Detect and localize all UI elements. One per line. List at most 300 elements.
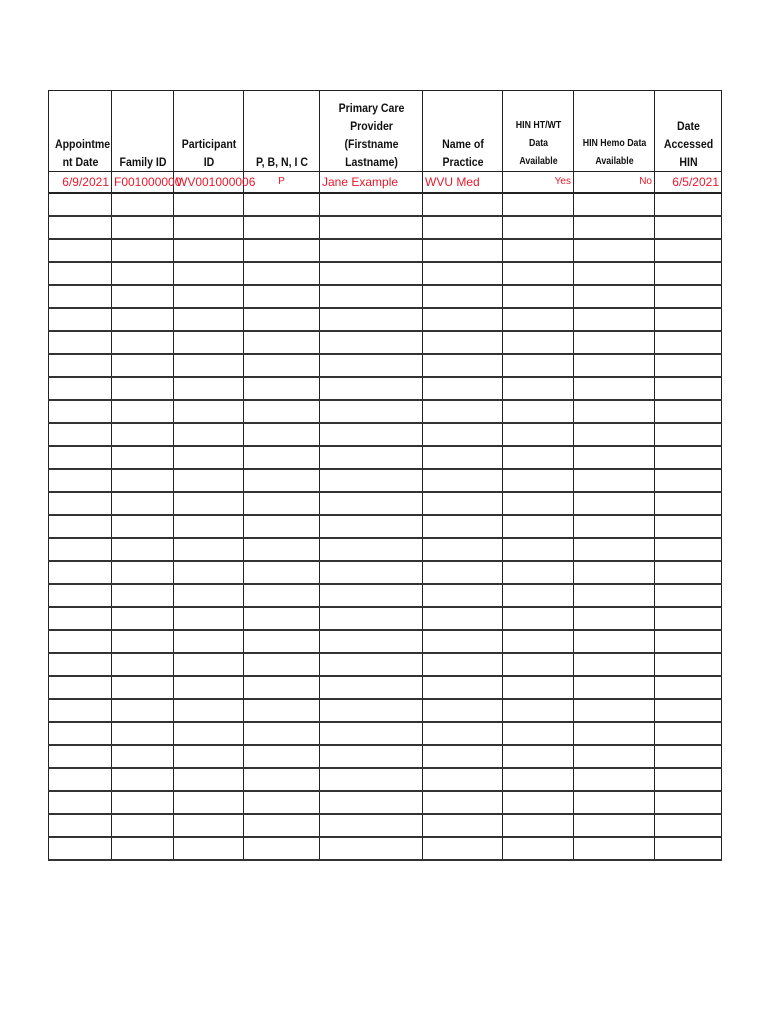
empty-cell[interactable] xyxy=(423,262,503,285)
empty-cell[interactable] xyxy=(655,538,722,561)
empty-cell[interactable] xyxy=(49,630,112,653)
empty-cell[interactable] xyxy=(423,538,503,561)
empty-cell[interactable] xyxy=(174,699,244,722)
empty-cell[interactable] xyxy=(320,653,423,676)
empty-cell[interactable] xyxy=(423,745,503,768)
empty-cell[interactable] xyxy=(574,837,655,860)
empty-cell[interactable] xyxy=(112,791,174,814)
empty-cell[interactable] xyxy=(49,446,112,469)
empty-cell[interactable] xyxy=(320,607,423,630)
empty-cell[interactable] xyxy=(174,400,244,423)
empty-cell[interactable] xyxy=(655,584,722,607)
empty-cell[interactable] xyxy=(655,515,722,538)
empty-cell[interactable] xyxy=(112,354,174,377)
empty-cell[interactable] xyxy=(112,308,174,331)
empty-cell[interactable] xyxy=(174,193,244,216)
empty-cell[interactable] xyxy=(112,193,174,216)
empty-cell[interactable] xyxy=(574,653,655,676)
blank-row xyxy=(49,492,722,515)
cell-family-id[interactable]: F001000000 xyxy=(112,172,174,194)
empty-cell[interactable] xyxy=(49,354,112,377)
empty-cell[interactable] xyxy=(112,814,174,837)
empty-cell[interactable] xyxy=(320,331,423,354)
empty-cell[interactable] xyxy=(574,492,655,515)
empty-cell[interactable] xyxy=(174,262,244,285)
empty-cell[interactable] xyxy=(112,331,174,354)
empty-cell[interactable] xyxy=(655,791,722,814)
empty-cell[interactable] xyxy=(655,492,722,515)
empty-cell[interactable] xyxy=(503,469,574,492)
empty-cell[interactable] xyxy=(574,722,655,745)
empty-cell[interactable] xyxy=(503,814,574,837)
empty-cell[interactable] xyxy=(655,699,722,722)
empty-cell[interactable] xyxy=(49,469,112,492)
empty-cell[interactable] xyxy=(244,354,320,377)
empty-cell[interactable] xyxy=(320,768,423,791)
empty-cell[interactable] xyxy=(174,354,244,377)
empty-cell[interactable] xyxy=(244,722,320,745)
empty-cell[interactable] xyxy=(174,745,244,768)
empty-cell[interactable] xyxy=(574,699,655,722)
blank-row xyxy=(49,377,722,400)
empty-cell[interactable] xyxy=(49,216,112,239)
empty-cell[interactable] xyxy=(574,745,655,768)
empty-cell[interactable] xyxy=(503,791,574,814)
empty-cell[interactable] xyxy=(320,285,423,308)
empty-cell[interactable] xyxy=(174,423,244,446)
empty-cell[interactable] xyxy=(423,515,503,538)
empty-cell[interactable] xyxy=(503,423,574,446)
empty-cell[interactable] xyxy=(244,791,320,814)
empty-cell[interactable] xyxy=(320,837,423,860)
empty-cell[interactable] xyxy=(112,745,174,768)
empty-cell[interactable] xyxy=(655,676,722,699)
empty-cell[interactable] xyxy=(320,515,423,538)
empty-cell[interactable] xyxy=(244,469,320,492)
empty-cell[interactable] xyxy=(49,262,112,285)
empty-cell[interactable] xyxy=(174,285,244,308)
empty-cell[interactable] xyxy=(503,768,574,791)
empty-cell[interactable] xyxy=(655,745,722,768)
empty-cell[interactable] xyxy=(655,653,722,676)
empty-cell[interactable] xyxy=(174,837,244,860)
empty-cell[interactable] xyxy=(244,768,320,791)
empty-cell[interactable] xyxy=(423,768,503,791)
empty-cell[interactable] xyxy=(49,676,112,699)
empty-cell[interactable] xyxy=(503,538,574,561)
header-name-of-practice: Name of Practice xyxy=(427,91,497,172)
empty-cell[interactable] xyxy=(574,285,655,308)
empty-cell[interactable] xyxy=(112,630,174,653)
empty-cell[interactable] xyxy=(655,423,722,446)
empty-cell[interactable] xyxy=(49,699,112,722)
empty-cell[interactable] xyxy=(503,262,574,285)
empty-cell[interactable] xyxy=(503,584,574,607)
empty-cell[interactable] xyxy=(244,331,320,354)
empty-cell[interactable] xyxy=(112,561,174,584)
empty-cell[interactable] xyxy=(112,722,174,745)
empty-cell[interactable] xyxy=(174,446,244,469)
empty-cell[interactable] xyxy=(574,331,655,354)
empty-cell[interactable] xyxy=(244,423,320,446)
cell-hemo[interactable]: No xyxy=(574,172,655,194)
empty-cell[interactable] xyxy=(655,561,722,584)
empty-cell[interactable] xyxy=(244,814,320,837)
empty-cell[interactable] xyxy=(423,216,503,239)
empty-cell[interactable] xyxy=(112,285,174,308)
empty-cell[interactable] xyxy=(112,400,174,423)
empty-cell[interactable] xyxy=(655,285,722,308)
header-primary-care-provider: Primary Care Provider (Firstname Lastname) xyxy=(326,91,417,172)
empty-cell[interactable] xyxy=(423,676,503,699)
empty-cell[interactable] xyxy=(320,193,423,216)
empty-cell[interactable] xyxy=(49,377,112,400)
empty-cell[interactable] xyxy=(423,837,503,860)
empty-cell[interactable] xyxy=(320,561,423,584)
empty-cell[interactable] xyxy=(503,354,574,377)
empty-cell[interactable] xyxy=(112,538,174,561)
empty-cell[interactable] xyxy=(174,630,244,653)
empty-cell[interactable] xyxy=(655,331,722,354)
empty-cell[interactable] xyxy=(244,699,320,722)
empty-cell[interactable] xyxy=(655,607,722,630)
empty-cell[interactable] xyxy=(574,630,655,653)
empty-cell[interactable] xyxy=(655,193,722,216)
empty-cell[interactable] xyxy=(244,262,320,285)
empty-cell[interactable] xyxy=(112,515,174,538)
empty-cell[interactable] xyxy=(244,400,320,423)
empty-cell[interactable] xyxy=(503,722,574,745)
empty-cell[interactable] xyxy=(112,469,174,492)
empty-cell[interactable] xyxy=(574,584,655,607)
blank-row xyxy=(49,722,722,745)
empty-cell[interactable] xyxy=(174,216,244,239)
empty-cell[interactable] xyxy=(244,584,320,607)
empty-cell[interactable] xyxy=(503,607,574,630)
cell-pbnic[interactable]: P xyxy=(244,172,320,194)
empty-cell[interactable] xyxy=(503,193,574,216)
header-row xyxy=(49,91,722,172)
empty-cell[interactable] xyxy=(574,768,655,791)
empty-cell[interactable] xyxy=(112,446,174,469)
empty-cell[interactable] xyxy=(503,492,574,515)
empty-cell[interactable] xyxy=(49,561,112,584)
empty-cell[interactable] xyxy=(655,216,722,239)
cell-participant-id[interactable]: WV001000006 xyxy=(174,172,244,194)
blank-row xyxy=(49,561,722,584)
empty-cell[interactable] xyxy=(174,377,244,400)
empty-cell[interactable] xyxy=(320,239,423,262)
empty-cell[interactable] xyxy=(503,653,574,676)
empty-cell[interactable] xyxy=(49,791,112,814)
empty-cell[interactable] xyxy=(49,285,112,308)
blank-row xyxy=(49,584,722,607)
empty-cell[interactable] xyxy=(423,193,503,216)
empty-cell[interactable] xyxy=(503,216,574,239)
empty-cell[interactable] xyxy=(655,308,722,331)
empty-cell[interactable] xyxy=(423,423,503,446)
empty-cell[interactable] xyxy=(244,837,320,860)
empty-cell[interactable] xyxy=(49,768,112,791)
empty-cell[interactable] xyxy=(423,607,503,630)
empty-cell[interactable] xyxy=(320,400,423,423)
empty-cell[interactable] xyxy=(49,193,112,216)
blank-row xyxy=(49,653,722,676)
empty-cell[interactable] xyxy=(574,423,655,446)
empty-cell[interactable] xyxy=(423,722,503,745)
empty-cell[interactable] xyxy=(574,377,655,400)
blank-row xyxy=(49,699,722,722)
empty-cell[interactable] xyxy=(112,262,174,285)
empty-cell[interactable] xyxy=(112,216,174,239)
empty-cell[interactable] xyxy=(174,492,244,515)
empty-cell[interactable] xyxy=(574,791,655,814)
empty-cell[interactable] xyxy=(574,400,655,423)
empty-cell[interactable] xyxy=(503,239,574,262)
empty-cell[interactable] xyxy=(423,331,503,354)
empty-cell[interactable] xyxy=(112,699,174,722)
blank-row xyxy=(49,791,722,814)
empty-cell[interactable] xyxy=(574,515,655,538)
empty-cell[interactable] xyxy=(574,538,655,561)
empty-cell[interactable] xyxy=(49,423,112,446)
empty-cell[interactable] xyxy=(574,262,655,285)
empty-cell[interactable] xyxy=(49,607,112,630)
empty-cell[interactable] xyxy=(49,745,112,768)
empty-cell[interactable] xyxy=(174,584,244,607)
empty-cell[interactable] xyxy=(503,515,574,538)
blank-row xyxy=(49,607,722,630)
empty-cell[interactable] xyxy=(320,216,423,239)
blank-row xyxy=(49,400,722,423)
blank-row xyxy=(49,745,722,768)
empty-cell[interactable] xyxy=(423,239,503,262)
example-row xyxy=(49,172,722,194)
empty-cell[interactable] xyxy=(244,492,320,515)
empty-cell[interactable] xyxy=(503,837,574,860)
empty-cell[interactable] xyxy=(503,561,574,584)
empty-cell[interactable] xyxy=(423,653,503,676)
empty-cell[interactable] xyxy=(174,722,244,745)
empty-cell[interactable] xyxy=(655,768,722,791)
empty-cell[interactable] xyxy=(655,262,722,285)
empty-cell[interactable] xyxy=(423,791,503,814)
empty-cell[interactable] xyxy=(174,768,244,791)
empty-cell[interactable] xyxy=(49,331,112,354)
empty-cell[interactable] xyxy=(174,515,244,538)
empty-cell[interactable] xyxy=(503,285,574,308)
empty-cell[interactable] xyxy=(423,377,503,400)
empty-cell[interactable] xyxy=(320,676,423,699)
empty-cell[interactable] xyxy=(423,469,503,492)
cell-practice[interactable]: WVU Med xyxy=(423,172,503,194)
empty-cell[interactable] xyxy=(49,837,112,860)
empty-cell[interactable] xyxy=(574,469,655,492)
empty-cell[interactable] xyxy=(423,446,503,469)
blank-row xyxy=(49,193,722,216)
empty-cell[interactable] xyxy=(112,653,174,676)
empty-cell[interactable] xyxy=(174,791,244,814)
empty-cell[interactable] xyxy=(320,492,423,515)
empty-cell[interactable] xyxy=(244,538,320,561)
empty-cell[interactable] xyxy=(244,193,320,216)
empty-cell[interactable] xyxy=(320,423,423,446)
empty-cell[interactable] xyxy=(112,607,174,630)
empty-cell[interactable] xyxy=(112,423,174,446)
empty-cell[interactable] xyxy=(112,837,174,860)
blank-row xyxy=(49,676,722,699)
empty-cell[interactable] xyxy=(320,446,423,469)
empty-cell[interactable] xyxy=(503,331,574,354)
empty-cell[interactable] xyxy=(423,354,503,377)
empty-cell[interactable] xyxy=(574,354,655,377)
empty-cell[interactable] xyxy=(49,239,112,262)
blank-row xyxy=(49,308,722,331)
empty-cell[interactable] xyxy=(423,285,503,308)
empty-cell[interactable] xyxy=(423,630,503,653)
empty-cell[interactable] xyxy=(574,239,655,262)
empty-cell[interactable] xyxy=(574,676,655,699)
blank-row xyxy=(49,216,722,239)
blank-row xyxy=(49,768,722,791)
empty-cell[interactable] xyxy=(423,400,503,423)
empty-cell[interactable] xyxy=(112,377,174,400)
empty-cell[interactable] xyxy=(244,607,320,630)
blank-row xyxy=(49,538,722,561)
empty-cell[interactable] xyxy=(49,584,112,607)
empty-cell[interactable] xyxy=(503,745,574,768)
empty-cell[interactable] xyxy=(174,561,244,584)
empty-cell[interactable] xyxy=(244,630,320,653)
empty-cell[interactable] xyxy=(112,676,174,699)
empty-cell[interactable] xyxy=(49,538,112,561)
empty-cell[interactable] xyxy=(112,492,174,515)
empty-cell[interactable] xyxy=(320,814,423,837)
empty-cell[interactable] xyxy=(574,216,655,239)
empty-cell[interactable] xyxy=(655,239,722,262)
empty-cell[interactable] xyxy=(655,469,722,492)
empty-cell[interactable] xyxy=(174,308,244,331)
empty-cell[interactable] xyxy=(244,561,320,584)
empty-cell[interactable] xyxy=(320,262,423,285)
empty-cell[interactable] xyxy=(174,653,244,676)
empty-cell[interactable] xyxy=(503,446,574,469)
empty-cell[interactable] xyxy=(320,584,423,607)
empty-cell[interactable] xyxy=(49,492,112,515)
empty-cell[interactable] xyxy=(174,331,244,354)
blank-row xyxy=(49,814,722,837)
empty-cell[interactable] xyxy=(320,377,423,400)
empty-cell[interactable] xyxy=(423,699,503,722)
empty-cell[interactable] xyxy=(174,239,244,262)
blank-row xyxy=(49,262,722,285)
header-family-id: Family ID xyxy=(115,91,170,172)
empty-cell[interactable] xyxy=(244,653,320,676)
empty-cell[interactable] xyxy=(49,653,112,676)
empty-cell[interactable] xyxy=(574,814,655,837)
empty-cell[interactable] xyxy=(244,745,320,768)
empty-cell[interactable] xyxy=(112,768,174,791)
empty-cell[interactable] xyxy=(174,676,244,699)
empty-cell[interactable] xyxy=(174,607,244,630)
empty-cell[interactable] xyxy=(244,676,320,699)
empty-cell[interactable] xyxy=(655,630,722,653)
empty-cell[interactable] xyxy=(49,400,112,423)
empty-cell[interactable] xyxy=(655,837,722,860)
empty-cell[interactable] xyxy=(244,377,320,400)
empty-cell[interactable] xyxy=(49,515,112,538)
empty-cell[interactable] xyxy=(423,814,503,837)
empty-cell[interactable] xyxy=(655,814,722,837)
empty-cell[interactable] xyxy=(112,584,174,607)
empty-cell[interactable] xyxy=(320,745,423,768)
header-hin-ht-wt: HIN HT/WT Data Available xyxy=(507,91,569,172)
empty-cell[interactable] xyxy=(503,630,574,653)
empty-cell[interactable] xyxy=(574,607,655,630)
empty-cell[interactable] xyxy=(174,814,244,837)
empty-cell[interactable] xyxy=(244,285,320,308)
empty-cell[interactable] xyxy=(320,630,423,653)
cell-date-accessed[interactable]: 6/5/2021 xyxy=(655,172,722,194)
empty-cell[interactable] xyxy=(503,400,574,423)
tracking-table xyxy=(48,90,722,861)
empty-cell[interactable] xyxy=(320,469,423,492)
empty-cell[interactable] xyxy=(244,239,320,262)
cell-appointment-date[interactable]: 6/9/2021 xyxy=(49,172,112,194)
empty-cell[interactable] xyxy=(655,354,722,377)
blank-row xyxy=(49,837,722,860)
empty-cell[interactable] xyxy=(574,446,655,469)
empty-cell[interactable] xyxy=(503,308,574,331)
empty-cell[interactable] xyxy=(320,308,423,331)
empty-cell[interactable] xyxy=(574,308,655,331)
empty-cell[interactable] xyxy=(320,791,423,814)
empty-cell[interactable] xyxy=(423,584,503,607)
empty-cell[interactable] xyxy=(655,400,722,423)
blank-row xyxy=(49,331,722,354)
empty-cell[interactable] xyxy=(320,722,423,745)
empty-cell[interactable] xyxy=(423,561,503,584)
empty-cell[interactable] xyxy=(320,538,423,561)
empty-cell[interactable] xyxy=(174,469,244,492)
empty-cell[interactable] xyxy=(423,308,503,331)
empty-cell[interactable] xyxy=(244,446,320,469)
empty-cell[interactable] xyxy=(112,239,174,262)
empty-cell[interactable] xyxy=(423,492,503,515)
empty-cell[interactable] xyxy=(320,699,423,722)
empty-cell[interactable] xyxy=(244,216,320,239)
empty-cell[interactable] xyxy=(574,561,655,584)
empty-cell[interactable] xyxy=(244,515,320,538)
blank-row xyxy=(49,239,722,262)
blank-row xyxy=(49,630,722,653)
empty-cell[interactable] xyxy=(655,377,722,400)
empty-cell[interactable] xyxy=(574,193,655,216)
cell-ht-wt[interactable]: Yes xyxy=(503,172,574,194)
empty-cell[interactable] xyxy=(503,676,574,699)
empty-cell[interactable] xyxy=(49,308,112,331)
empty-cell[interactable] xyxy=(655,446,722,469)
cell-provider[interactable]: Jane Example xyxy=(320,172,423,194)
empty-cell[interactable] xyxy=(174,538,244,561)
empty-cell[interactable] xyxy=(320,354,423,377)
empty-cell[interactable] xyxy=(503,377,574,400)
empty-cell[interactable] xyxy=(49,814,112,837)
empty-cell[interactable] xyxy=(49,722,112,745)
empty-cell[interactable] xyxy=(503,699,574,722)
empty-cell[interactable] xyxy=(244,308,320,331)
empty-cell[interactable] xyxy=(655,722,722,745)
